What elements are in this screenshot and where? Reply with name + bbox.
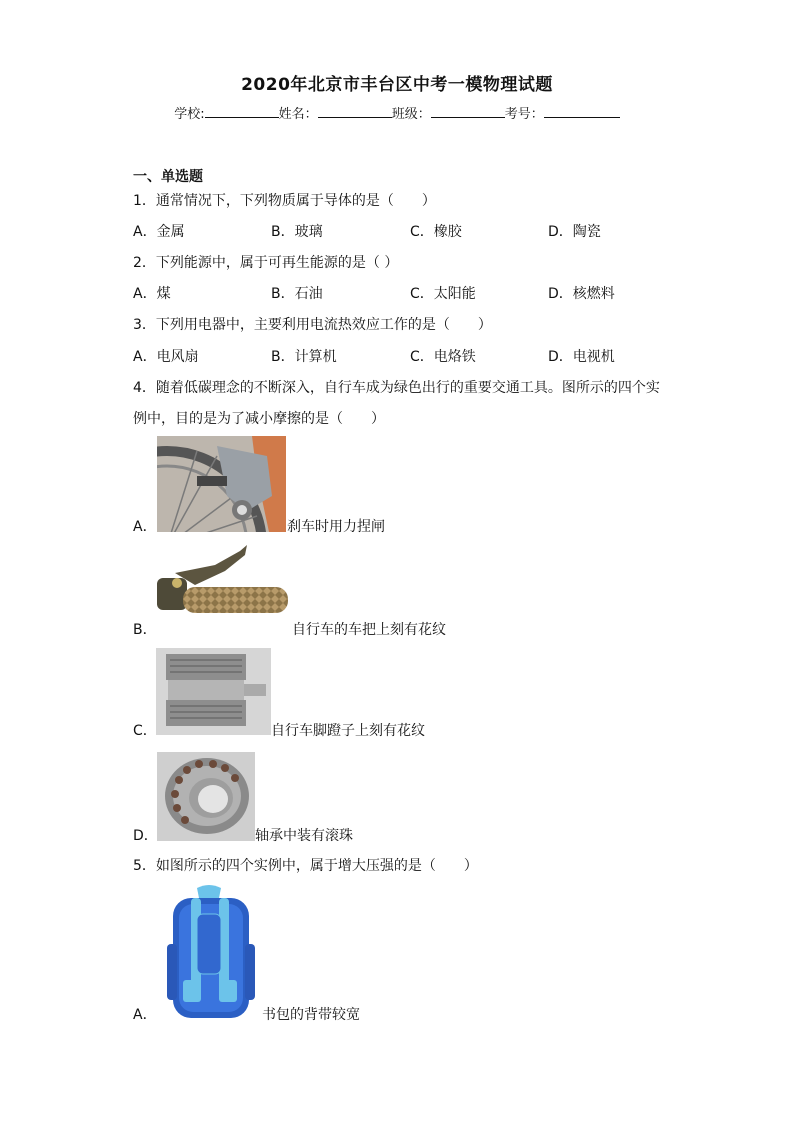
question-1-stem: 1．通常情况下，下列物质属于导体的是（ ）	[133, 193, 436, 209]
q4-option-d-caption: 轴承中装有滚珠	[255, 828, 353, 844]
q4-option-b-caption: 自行车的车把上刻有花纹	[292, 622, 446, 638]
exam-no-label: 考号：	[504, 107, 544, 122]
question-5-stem: 5．如图所示的四个实例中，属于增大压强的是（ ）	[133, 858, 478, 874]
class-blank	[431, 105, 505, 118]
q1-option-d: D．陶瓷	[548, 224, 601, 240]
exam-no-blank	[544, 105, 620, 118]
q5-option-a-letter: A．	[133, 1007, 157, 1023]
q5-option-a-caption: 书包的背带较宽	[262, 1007, 360, 1023]
q3-option-a: A．电风扇	[133, 349, 199, 365]
q3-option-c: C．电烙铁	[410, 349, 476, 365]
question-4-stem-line1: 4．随着低碳理念的不断深入，自行车成为绿色出行的重要交通工具。图所示的四个实	[133, 380, 660, 396]
question-3-stem: 3．下列用电器中，主要利用电流热效应工作的是（ ）	[133, 317, 492, 333]
school-blank	[205, 105, 279, 118]
handlebar-image	[155, 543, 291, 621]
page-title: 2020年北京市丰台区中考一模物理试题	[241, 75, 553, 95]
pedal-image	[156, 648, 271, 735]
pedal-illustration	[156, 648, 271, 735]
q1-option-c: C．橡胶	[410, 224, 462, 240]
brake-image	[157, 436, 286, 532]
name-label: 姓名：	[278, 107, 318, 122]
q4-option-c-letter: C．	[133, 723, 157, 739]
q3-option-d: D．电视机	[548, 349, 615, 365]
q2-option-a: A．煤	[133, 286, 171, 302]
q4-option-d-letter: D．	[133, 828, 158, 844]
name-blank	[318, 105, 392, 118]
question-4-stem-line2: 例中，目的是为了减小摩擦的是（ ）	[133, 411, 385, 427]
section-heading: 一、单选题	[133, 169, 203, 185]
student-info-line	[0, 103, 794, 122]
q2-option-c: C．太阳能	[410, 286, 476, 302]
q1-option-a: A．金属	[133, 224, 185, 240]
question-2-stem: 2．下列能源中，属于可再生能源的是（ ）	[133, 255, 399, 271]
backpack-image	[157, 884, 261, 1024]
q4-option-a-caption: 刹车时用力捏闸	[287, 519, 385, 535]
q2-option-d: D．核燃料	[548, 286, 615, 302]
q4-option-b-letter: B．	[133, 622, 157, 638]
handlebar-illustration	[155, 543, 291, 621]
school-label: 学校:	[174, 107, 205, 122]
q4-option-a-letter: A．	[133, 519, 157, 535]
q3-option-b: B．计算机	[271, 349, 337, 365]
q4-option-c-caption: 自行车脚蹬子上刻有花纹	[271, 723, 425, 739]
bearing-image	[157, 752, 255, 841]
q2-option-b: B．石油	[271, 286, 323, 302]
bearing-illustration	[157, 752, 255, 841]
q1-option-b: B．玻璃	[271, 224, 323, 240]
backpack-illustration	[157, 884, 261, 1024]
brake-illustration	[157, 436, 286, 532]
class-label: 班级：	[391, 107, 431, 122]
